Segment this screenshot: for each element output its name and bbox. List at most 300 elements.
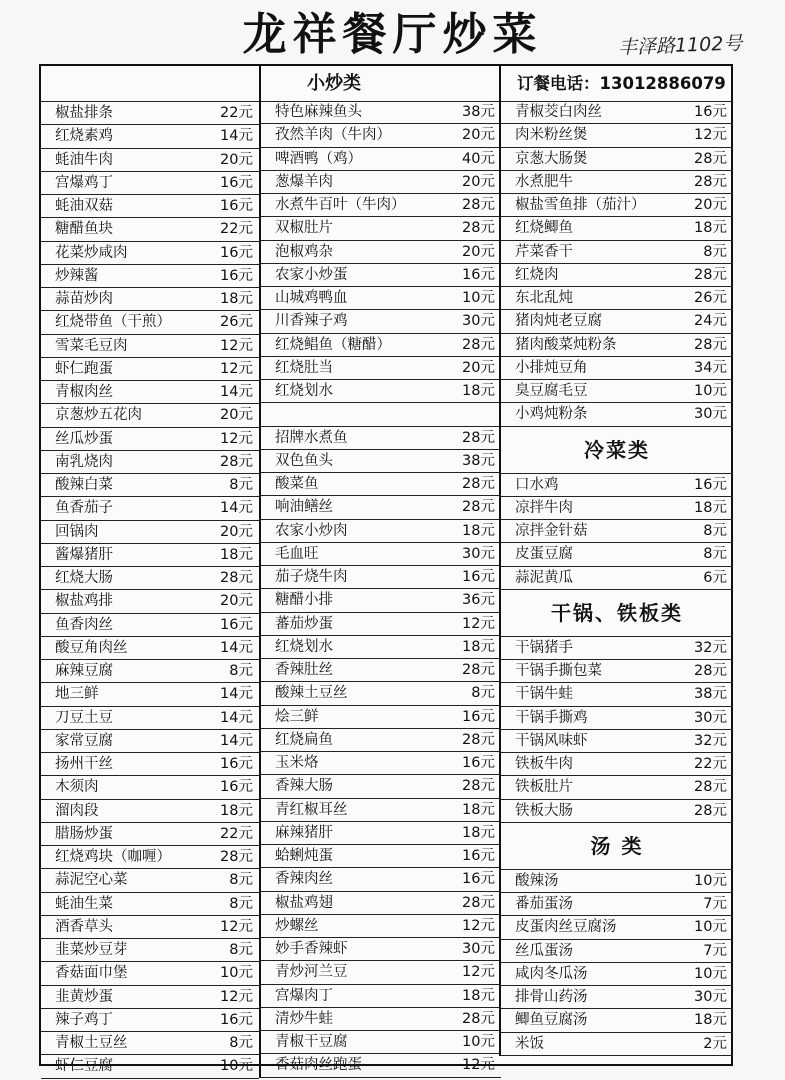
menu-item-name: 韭菜炒豆芽 (55, 942, 128, 958)
menu-item-price: 8元 (703, 243, 727, 260)
menu-item-row (41, 962, 259, 985)
menu-item-row (41, 311, 259, 334)
menu-item-name: 响油鳝丝 (275, 499, 333, 516)
menu-item-row (261, 357, 501, 380)
menu-item-name: 清炒牛蛙 (275, 1010, 333, 1027)
menu-item-price: 8元 (229, 872, 253, 889)
column-2-header-cell (261, 66, 501, 101)
menu-item-price: 12元 (220, 988, 253, 1005)
menu-item-price: 8元 (229, 1035, 253, 1051)
menu-item-price: 16元 (220, 174, 253, 191)
menu-item-name: 京葱大肠煲 (515, 150, 588, 167)
menu-item-row (41, 102, 259, 125)
menu-item-name: 鱼香肉丝 (55, 616, 113, 633)
menu-item-price: 7元 (703, 896, 727, 912)
menu-item-price: 20元 (694, 197, 727, 213)
menu-item-price: 28元 (220, 570, 253, 586)
menu-item-row (501, 683, 733, 706)
menu-item-row (41, 125, 259, 148)
menu-item-name: 孜然羊肉（牛肉） (275, 127, 391, 144)
menu-item-price: 34元 (694, 359, 727, 376)
menu-item-price: 30元 (694, 989, 727, 1005)
menu-item-name: 凉拌牛肉 (515, 499, 573, 516)
menu-item-price: 28元 (462, 778, 495, 795)
menu-item-price: 14元 (220, 384, 253, 400)
menu-item-price: 16元 (462, 871, 495, 888)
menu-item-price: 12元 (462, 1057, 495, 1074)
restaurant-title: 龙祥餐厅炒菜 (242, 9, 543, 60)
menu-item-row (261, 845, 501, 868)
menu-item-price: 8元 (229, 663, 253, 679)
menu-item-row (501, 1033, 733, 1056)
menu-item-row (261, 566, 501, 589)
menu-item-row (261, 775, 501, 798)
menu-item-name: 猪肉酸菜炖粉条 (515, 336, 617, 353)
menu-item-name: 红烧鲳鱼（糖醋） (275, 336, 391, 353)
menu-item-row (261, 148, 501, 171)
menu-item-name: 咸肉冬瓜汤 (515, 965, 588, 982)
menu-item-row (261, 706, 501, 729)
menu-item-row (501, 800, 733, 823)
menu-item-name: 臭豆腐毛豆 (515, 383, 588, 399)
menu-item-price: 28元 (694, 663, 727, 679)
menu-item-name: 红烧鲫鱼 (515, 220, 573, 237)
menu-item-row (261, 822, 501, 845)
menu-item-price: 28元 (694, 266, 727, 283)
menu-item-name: 酸辣土豆丝 (275, 685, 348, 702)
menu-item-row (501, 148, 733, 171)
menu-item-row (41, 242, 259, 265)
menu-item-price: 30元 (694, 709, 727, 726)
menu-column-2 (259, 66, 501, 1078)
menu-item-name: 东北乱炖 (515, 290, 573, 306)
menu-item-name: 花菜炒咸肉 (55, 244, 128, 261)
menu-item-name: 葱爆羊肉 (275, 173, 333, 190)
menu-item-name: 炒辣酱 (55, 267, 99, 284)
menu-item-name: 红烧带鱼（干煎） (55, 314, 171, 331)
menu-item-row (41, 986, 259, 1009)
menu-item-row (261, 427, 501, 450)
menu-item-price: 20元 (220, 151, 253, 168)
menu-item-price: 12元 (462, 615, 495, 632)
column-3-header-cell (501, 66, 733, 101)
menu-item-row (41, 939, 259, 962)
menu-item-row (41, 265, 259, 288)
menu-item-price: 12元 (220, 360, 253, 377)
menu-item-price: 30元 (462, 941, 495, 957)
menu-item-price: 18元 (220, 291, 253, 307)
menu-item-row (261, 613, 501, 636)
menu-item-price: 18元 (694, 1012, 727, 1029)
menu-item-row (501, 241, 733, 264)
menu-item-row (41, 846, 259, 869)
menu-item-name: 蒜泥黄瓜 (515, 569, 573, 586)
menu-item-row (261, 380, 501, 403)
menu-item-price: 28元 (462, 197, 495, 213)
menu-item-name: 烩三鲜 (275, 708, 319, 725)
menu-item-name: 香辣大肠 (275, 778, 333, 795)
menu-item-row (41, 707, 259, 730)
menu-item-name: 地三鲜 (55, 686, 99, 703)
menu-item-name: 青椒肉丝 (55, 384, 113, 400)
menu-item-name: 韭黄炒蛋 (55, 988, 113, 1005)
menu-item-name: 椒盐鸡翅 (275, 894, 333, 911)
menu-item-price: 16元 (462, 266, 495, 283)
menu-item-row (501, 217, 733, 240)
menu-item-name: 水煮肥牛 (515, 173, 573, 190)
menu-item-name: 毛血旺 (275, 545, 319, 562)
menu-item-price: 20元 (462, 173, 495, 190)
menu-item-row (261, 915, 501, 938)
menu-item-name: 农家小炒蛋 (275, 266, 348, 283)
menu-item-price: 18元 (462, 801, 495, 818)
menu-item-row (41, 683, 259, 706)
menu-item-row (261, 892, 501, 915)
menu-item-row (261, 310, 501, 333)
menu-item-name: 芹菜香干 (515, 243, 573, 260)
menu-item-name: 凉拌金针菇 (515, 523, 588, 539)
menu-item-row (41, 660, 259, 683)
menu-item-price: 12元 (220, 337, 253, 354)
menu-item-price: 12元 (694, 127, 727, 144)
menu-item-name: 蒜泥空心菜 (55, 872, 128, 889)
menu-item-name: 南乳烧肉 (55, 453, 113, 470)
menu-item-row (41, 1055, 259, 1078)
menu-item-row (501, 171, 733, 194)
menu-item-row (261, 1031, 501, 1054)
menu-item-name: 妙手香辣虾 (275, 941, 348, 957)
menu-item-row (501, 287, 733, 310)
menu-item-name: 农家小炒肉 (275, 522, 348, 539)
menu-item-row (41, 195, 259, 218)
menu-item-name: 麻辣猪肝 (275, 824, 333, 841)
menu-item-row (41, 172, 259, 195)
menu-item-name: 麻辣豆腐 (55, 663, 113, 679)
menu-item-row (261, 1054, 501, 1077)
menu-item-price: 16元 (220, 267, 253, 284)
menu-item-row (41, 567, 259, 590)
menu-item-row (501, 124, 733, 147)
menu-item-row (501, 916, 733, 939)
menu-item-row (501, 753, 733, 776)
menu-item-price: 12元 (220, 430, 253, 447)
menu-item-price: 18元 (462, 824, 495, 841)
menu-item-price: 16元 (462, 708, 495, 725)
menu-item-name: 干锅风味虾 (515, 732, 588, 749)
menu-item-price: 28元 (462, 476, 495, 492)
menu-item-row (501, 776, 733, 799)
menu-item-price: 32元 (694, 732, 727, 749)
menu-item-name: 蚝油双菇 (55, 198, 113, 214)
menu-item-price: 28元 (694, 336, 727, 353)
menu-item-price: 30元 (462, 545, 495, 562)
menu-item-row (501, 730, 733, 753)
menu-item-name: 红烧肚当 (275, 359, 333, 376)
menu-item-name: 蚝油生菜 (55, 895, 113, 912)
menu-item-price: 30元 (462, 313, 495, 330)
menu-item-name: 酸菜鱼 (275, 476, 319, 492)
menu-item-price: 20元 (462, 243, 495, 260)
menu-item-price: 12元 (220, 918, 253, 935)
menu-item-price: 10元 (694, 872, 727, 889)
menu-item-name: 宫爆鸡丁 (55, 174, 113, 191)
menu-item-row (261, 264, 501, 287)
menu-item-name: 蕃茄炒蛋 (275, 615, 333, 632)
menu-item-row (41, 428, 259, 451)
menu-item-row (41, 776, 259, 799)
menu-item-price: 18元 (462, 638, 495, 655)
menu-item-price: 10元 (694, 965, 727, 982)
menu-item-name: 鲫鱼豆腐汤 (515, 1012, 588, 1029)
menu-item-name: 刀豆土豆 (55, 709, 113, 726)
menu-item-row (501, 870, 733, 893)
menu-item-name: 招牌水煮鱼 (275, 429, 348, 446)
menu-item-price: 8元 (229, 477, 253, 493)
menu-item-price: 28元 (462, 894, 495, 911)
menu-item-row (261, 799, 501, 822)
menu-item-row (501, 474, 733, 497)
menu-item-row (261, 589, 501, 612)
menu-item-price: 2元 (703, 1035, 727, 1052)
menu-item-price: 16元 (694, 104, 727, 120)
menu-item-name: 肉米粉丝煲 (515, 127, 588, 144)
menu-item-name: 红烧鸡块（咖喱） (55, 849, 171, 865)
menu-item-name: 红烧肉 (515, 266, 559, 283)
menu-item-price: 16元 (694, 476, 727, 493)
menu-item-name: 丝瓜蛋汤 (515, 942, 573, 959)
menu-item-price: 14元 (220, 639, 253, 656)
menu-table (39, 64, 733, 1075)
menu-item-row (41, 335, 259, 358)
menu-item-name: 红烧大肠 (55, 570, 113, 586)
menu-item-name: 蒜苗炒肉 (55, 291, 113, 307)
menu-item-row (501, 567, 733, 590)
menu-item-row (501, 660, 733, 683)
menu-item-name: 蛤蜊炖蛋 (275, 848, 333, 864)
menu-item-price: 18元 (220, 802, 253, 819)
menu-item-name: 啤酒鸭（鸡） (275, 150, 362, 167)
menu-item-row (501, 101, 733, 124)
order-phone: 订餐电话：13012886079 (517, 74, 726, 93)
menu-item-row (41, 893, 259, 916)
menu-item-price: 28元 (220, 453, 253, 470)
menu-item-row (41, 1032, 259, 1055)
menu-item-row (41, 404, 259, 427)
menu-item-row (41, 637, 259, 660)
menu-item-price: 28元 (462, 499, 495, 516)
menu-item-row (261, 682, 501, 705)
menu-item-price: 28元 (462, 1010, 495, 1027)
menu-item-price: 8元 (703, 546, 727, 563)
menu-item-row (261, 868, 501, 891)
menu-item-row (261, 985, 501, 1008)
menu-item-price: 7元 (703, 942, 727, 959)
menu-item-row (41, 614, 259, 637)
menu-item-name: 茄子烧牛肉 (275, 569, 348, 585)
menu-item-price: 16元 (220, 616, 253, 633)
menu-item-row (41, 288, 259, 311)
menu-item-price: 28元 (462, 662, 495, 678)
menu-item-name: 双色鱼头 (275, 452, 333, 469)
menu-item-row (501, 543, 733, 566)
menu-item-name: 虾仁豆腐 (55, 1058, 113, 1075)
menu-item-name: 香辣肉丝 (275, 871, 333, 888)
menu-item-name: 小鸡炖粉条 (515, 406, 588, 423)
menu-item-row (261, 659, 501, 682)
menu-item-price: 28元 (462, 429, 495, 446)
menu-item-name: 青炒河兰豆 (275, 964, 348, 981)
menu-item-price: 30元 (694, 406, 727, 423)
menu-item-name: 家常豆腐 (55, 732, 113, 749)
menu-item-row (41, 218, 259, 241)
menu-item-price: 16元 (220, 756, 253, 772)
menu-item-price: 14元 (220, 732, 253, 749)
menu-item-name: 泡椒鸡杂 (275, 243, 333, 260)
menu-item-name: 双椒肚片 (275, 220, 333, 237)
menu-item-name: 酒香草头 (55, 918, 113, 935)
menu-item-price: 18元 (462, 383, 495, 399)
menu-item-row (41, 521, 259, 544)
menu-item-row (501, 264, 733, 287)
menu-item-price: 20元 (220, 523, 253, 540)
menu-item-price: 10元 (694, 383, 727, 399)
menu-item-name: 青红椒耳丝 (275, 801, 348, 818)
menu-column-1 (41, 66, 259, 1079)
menu-item-row (41, 753, 259, 776)
menu-column-3 (499, 66, 733, 1056)
menu-item-row (261, 938, 501, 961)
menu-item-row (41, 544, 259, 567)
menu-item-price: 14元 (220, 500, 253, 517)
menu-item-row (41, 381, 259, 404)
menu-item-row (261, 124, 501, 147)
menu-item-name: 宫爆肉丁 (275, 987, 333, 1004)
menu-item-name: 糖醋鱼块 (55, 221, 113, 238)
menu-item-name: 酸豆角肉丝 (55, 639, 128, 656)
menu-item-price: 28元 (462, 220, 495, 237)
menu-item-name: 糖醋小排 (275, 592, 333, 609)
menu-item-name: 铁板大肠 (515, 802, 573, 819)
menu-item-price: 20元 (462, 359, 495, 376)
menu-item-name: 特色麻辣鱼头 (275, 104, 362, 120)
handwritten-address-note: 丰泽路1102号 (617, 32, 743, 59)
menu-item-row (41, 497, 259, 520)
menu-item-row (261, 217, 501, 240)
menu-item-row (41, 590, 259, 613)
menu-item-name: 酸辣白菜 (55, 477, 113, 493)
menu-item-price: 28元 (694, 802, 727, 819)
menu-item-price: 10元 (220, 1058, 253, 1075)
menu-item-row (261, 752, 501, 775)
menu-item-price: 20元 (220, 593, 253, 610)
menu-item-row (501, 707, 733, 730)
menu-item-row (501, 520, 733, 543)
menu-item-row (501, 194, 733, 217)
menu-item-name: 干锅手撕包菜 (515, 663, 602, 679)
menu-item-name: 番茄蛋汤 (515, 896, 573, 912)
menu-item-row (261, 334, 501, 357)
menu-item-name: 川香辣子鸡 (275, 313, 348, 330)
menu-item-price: 10元 (462, 290, 495, 306)
menu-item-row (501, 497, 733, 520)
menu-item-name: 椒盐排条 (55, 105, 113, 121)
menu-item-price: 26元 (220, 314, 253, 331)
menu-item-name: 小排炖豆角 (515, 359, 588, 376)
menu-item-name: 雪菜毛豆肉 (55, 337, 128, 354)
menu-item-row (501, 334, 733, 357)
menu-item-price: 14元 (220, 128, 253, 145)
menu-item-name: 扬州干丝 (55, 756, 113, 772)
menu-item-row (41, 1009, 259, 1032)
column-1-header-cell (41, 66, 259, 102)
menu-item-price: 22元 (220, 825, 253, 842)
menu-item-price: 16元 (462, 755, 495, 771)
menu-item-price: 18元 (462, 522, 495, 539)
menu-item-name: 回锅肉 (55, 523, 99, 540)
menu-item-price: 22元 (220, 105, 253, 121)
menu-item-row (261, 496, 501, 519)
menu-item-row (261, 241, 501, 264)
menu-item-row (261, 403, 501, 426)
menu-item-row (501, 637, 733, 660)
menu-item-price: 18元 (694, 499, 727, 516)
menu-item-price: 24元 (694, 313, 727, 330)
menu-item-name: 猪肉炖老豆腐 (515, 313, 602, 330)
menu-item-price: 14元 (220, 686, 253, 703)
menu-item-row (501, 310, 733, 333)
menu-item-name: 酱爆猪肝 (55, 546, 113, 563)
menu-item-row (501, 380, 733, 403)
menu-item-price: 20元 (462, 127, 495, 144)
menu-item-name: 炒螺丝 (275, 917, 319, 934)
menu-item-price: 36元 (462, 592, 495, 609)
menu-item-name: 香菇面巾堡 (55, 965, 128, 982)
menu-item-row (261, 194, 501, 217)
menu-item-row (261, 636, 501, 659)
menu-item-name: 辣子鸡丁 (55, 1011, 113, 1028)
section-title-cold-dishes: 冷菜类 (501, 427, 733, 474)
menu-item-row (261, 171, 501, 194)
menu-item-price: 20元 (220, 407, 253, 424)
menu-item-row (261, 1008, 501, 1031)
menu-item-name: 米饭 (515, 1035, 544, 1052)
menu-item-name: 木须肉 (55, 779, 99, 796)
menu-item-price: 10元 (462, 1034, 495, 1050)
menu-item-row (41, 800, 259, 823)
menu-item-price: 28元 (694, 779, 727, 796)
menu-item-price: 38元 (462, 452, 495, 469)
menu-item-price: 38元 (462, 104, 495, 120)
menu-item-name: 青椒干豆腐 (275, 1034, 348, 1050)
menu-item-price: 8元 (471, 685, 495, 702)
menu-item-price: 10元 (694, 919, 727, 936)
menu-item-price: 18元 (462, 987, 495, 1004)
menu-item-name: 红烧划水 (275, 383, 333, 399)
menu-item-price: 32元 (694, 639, 727, 656)
menu-item-name: 丝瓜炒蛋 (55, 430, 113, 447)
menu-item-row (501, 403, 733, 426)
menu-item-name: 腊肠炒蛋 (55, 825, 113, 842)
menu-item-row (261, 473, 501, 496)
menu-item-name: 青椒茭白肉丝 (515, 104, 602, 120)
menu-item-name: 铁板牛肉 (515, 756, 573, 772)
menu-item-price: 16元 (220, 198, 253, 214)
menu-item-price: 22元 (694, 756, 727, 772)
menu-item-row (501, 893, 733, 916)
menu-item-price: 28元 (462, 336, 495, 353)
menu-item-name: 干锅猪手 (515, 639, 573, 656)
menu-item-row (261, 520, 501, 543)
